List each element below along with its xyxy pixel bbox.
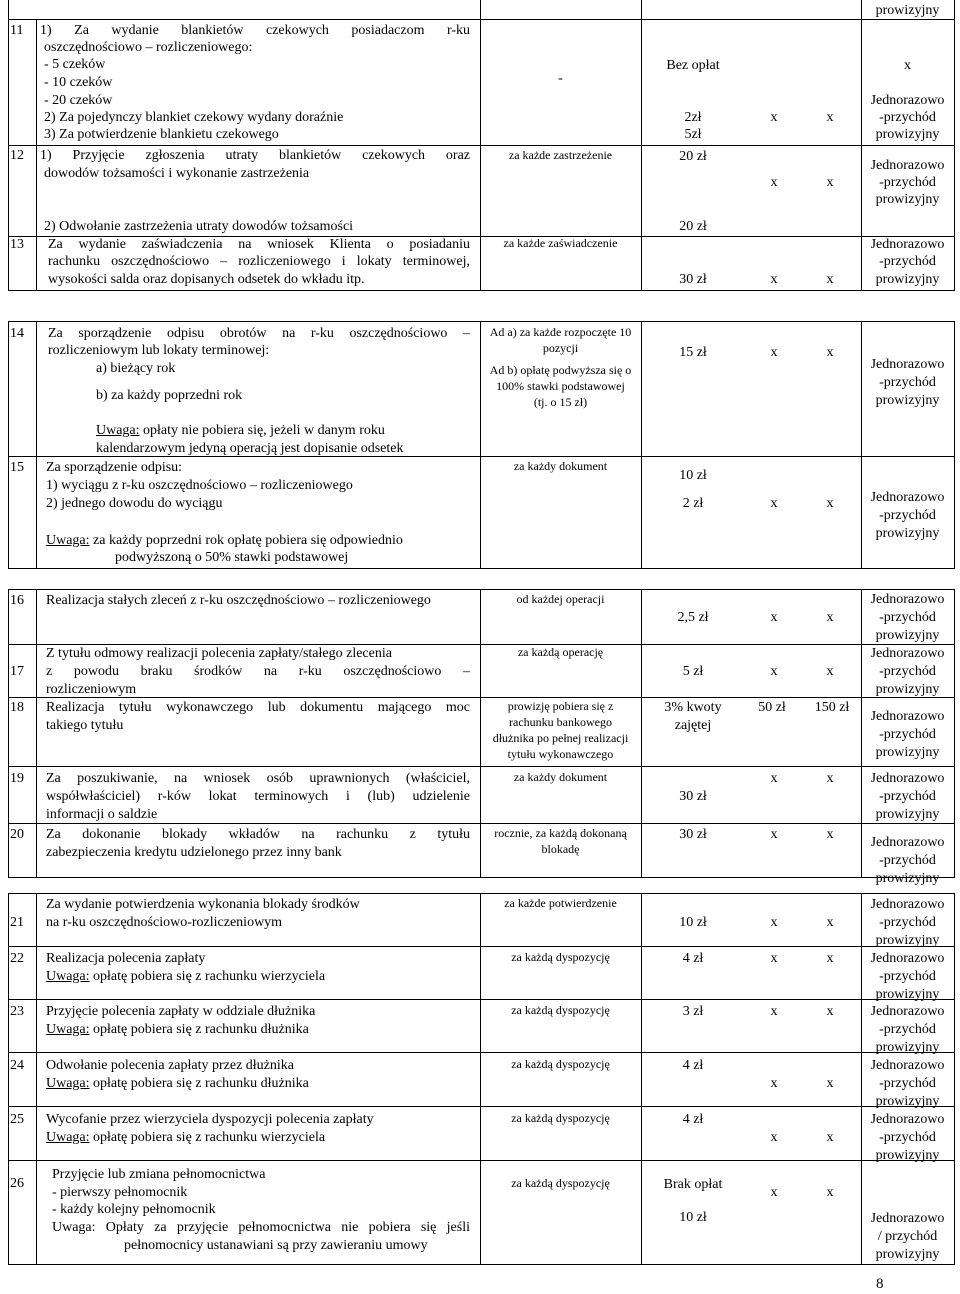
note-text: za każdy poprzedni rok opłatę pobiera się odpowiednio <box>89 533 403 548</box>
fee-basis: za każdą operację <box>517 645 604 659</box>
fee-description: 2) Za pojedynczy blankiet czekowy wydany doraźnie <box>44 110 344 125</box>
fee-basis: za każdą dyspozycję <box>511 1003 610 1017</box>
note-label: Uwaga: <box>46 533 90 548</box>
fee-amount: 2,5 zł <box>677 610 709 625</box>
fee-amount: 5zł <box>684 127 702 142</box>
fee-basis: za każde zastrzeżenie <box>508 148 613 162</box>
max-fee: x <box>826 496 834 511</box>
fee-basis: za każde potwierdzenie <box>504 896 617 910</box>
max-fee: x <box>826 345 834 360</box>
fee-basis: prowizję pobiera się z <box>507 699 614 713</box>
fee-amount: 3% kwoty <box>664 700 722 715</box>
booking-type: -przychód <box>879 664 936 679</box>
fee-description: informacji o saldzie <box>46 807 158 822</box>
booking-type: -przychód <box>879 969 936 984</box>
fee-amount: 30 zł <box>679 272 707 287</box>
note-text: opłatę pobiera się z rachunku dłużnika <box>89 1022 309 1037</box>
note-label: Uwaga: <box>46 969 90 984</box>
fee-amount: 10 zł <box>679 1210 707 1225</box>
note <box>46 968 325 985</box>
fee-basis: za każde zaświadczenie <box>503 236 618 250</box>
fee-amount: 10 zł <box>679 915 707 930</box>
booking-type: Jednorazowo <box>870 771 945 786</box>
booking-type: / przychód <box>877 1229 938 1244</box>
fee-amount: Brak opłat <box>663 1177 723 1192</box>
fee-description: 2) Odwołanie zastrzeżenia utraty dowodów tożsamości <box>44 219 354 234</box>
fee-amount: 2 zł <box>682 496 704 511</box>
fee-description: zabezpieczenia kredytu udzielonego przez inny bank <box>46 845 342 860</box>
fee-description: Za sporządzenie odpisu: <box>46 460 183 475</box>
booking-type: prowizyjny <box>875 1148 940 1163</box>
booking-type: prowizyjny <box>875 127 940 142</box>
fee-amount: 4 zł <box>682 1112 704 1127</box>
min-fee: x <box>770 827 778 842</box>
booking-type: -przychód <box>879 110 936 125</box>
fee-basis: za każdą dyspozycję <box>511 1176 610 1190</box>
max-fee: 150 zł <box>814 700 850 715</box>
booking-type: Jednorazowo <box>870 592 945 607</box>
fee-description: 1) wyciągu z r-ku oszczędnościowo – rozliczeniowego <box>46 478 353 493</box>
fee-amount: 30 zł <box>679 827 707 842</box>
fee-description: takiego tytułu <box>46 718 124 733</box>
fee-basis: za każdą dyspozycję <box>511 950 610 964</box>
min-fee: x <box>770 272 778 287</box>
fee-amount: 4 zł <box>682 1058 704 1073</box>
fee-description: Za wydanie potwierdzenia wykonania blokady środków <box>46 897 360 912</box>
note-text: opłatę pobiera się z rachunku wierzyciela <box>89 969 326 984</box>
fee-basis: 100% stawki podstawowej <box>496 379 625 393</box>
booking-type: Jednorazowo <box>870 1058 945 1073</box>
min-fee: x <box>770 771 778 786</box>
booking-type: prowizyjny <box>875 3 940 18</box>
row-number: 26 <box>10 1176 24 1191</box>
fee-basis: pozycji <box>542 341 579 355</box>
booking-type: prowizyjny <box>875 1040 940 1055</box>
fee-description: Za sporządzenie odpisu obrotów na r-ku oszczędnościowo – <box>48 326 470 341</box>
min-fee: 50 zł <box>758 700 786 715</box>
max-fee: x <box>826 1130 834 1145</box>
max-fee: x <box>826 951 834 966</box>
note-text: opłatę pobiera się z rachunku dłużnika <box>89 1076 309 1091</box>
fee-description: rozliczeniowym <box>46 682 137 697</box>
fee-amount: zajętej <box>674 718 712 733</box>
fee-description: a) bieżący rok <box>96 361 176 376</box>
fee-description: Realizacja stałych zleceń z r-ku oszczędnościowo – rozliczeniowego <box>46 593 431 608</box>
row-number: 18 <box>10 700 24 715</box>
fee-amount: 3 zł <box>682 1004 704 1019</box>
row-number: 22 <box>10 951 24 966</box>
note-label: Uwaga: <box>96 423 140 438</box>
fee-basis: od każdej operacji <box>516 592 605 606</box>
min-fee: x <box>770 496 778 511</box>
max-fee: x <box>826 771 834 786</box>
booking-type: Jednorazowo <box>870 897 945 912</box>
booking-type: -przychód <box>879 508 936 523</box>
booking-type: Jednorazowo <box>870 158 945 173</box>
max-fee: x <box>826 1004 834 1019</box>
min-fee: x <box>770 175 778 190</box>
fee-description: - 5 czeków <box>44 57 106 72</box>
booking-type: prowizyjny <box>875 628 940 643</box>
fee-description: Z tytułu odmowy realizacji polecenia zapłaty/stałego zlecenia <box>46 646 392 661</box>
booking-type: prowizyjny <box>875 682 940 697</box>
note-text: opłaty nie pobiera się, jeżeli w danym roku <box>139 423 385 438</box>
booking-type: prowizyjny <box>875 871 940 886</box>
max-fee: x <box>826 664 834 679</box>
fee-basis: rachunku bankowego <box>509 715 612 729</box>
row-number: 14 <box>10 326 24 341</box>
note: pełnomocnicy ustanawiani są przy zawieraniu umowy <box>124 1238 428 1253</box>
booking-type: prowizyjny <box>875 526 940 541</box>
booking-type: Jednorazowo <box>870 709 945 724</box>
fee-description: Realizacja tytułu wykonawczego lub dokumentu mającego moc <box>46 700 470 715</box>
note-label: Uwaga: <box>46 1130 90 1145</box>
fee-description: - każdy kolejny pełnomocnik <box>52 1202 216 1217</box>
fee-description: 2) jednego dowodu do wyciągu <box>46 496 223 511</box>
fee-amount: 10 zł <box>679 468 707 483</box>
fee-amount: 20 zł <box>679 219 707 234</box>
row-number: 20 <box>10 827 24 842</box>
fee-basis: Ad b) opłatę podwyższa się o <box>489 363 632 377</box>
fee-description: rozliczeniowym lub lokaty terminowej: <box>48 343 270 358</box>
row-number: 13 <box>10 237 24 252</box>
booking-type: -przychód <box>879 375 936 390</box>
booking-type: prowizyjny <box>875 272 940 287</box>
booking-type: prowizyjny <box>875 987 940 1002</box>
booking-type: Jednorazowo <box>870 237 945 252</box>
note-label: Uwaga: <box>46 1022 90 1037</box>
booking-type: Jednorazowo <box>870 357 945 372</box>
fee-basis: tytułu wykonawczego <box>507 747 614 761</box>
fee-basis: blokadę <box>541 842 580 856</box>
fee-description: wysokości salda oraz dopisanych odsetek do wkładu itp. <box>48 272 365 287</box>
booking-type: -przychód <box>879 610 936 625</box>
booking-type: Jednorazowo <box>870 1112 945 1127</box>
max-fee: x <box>826 827 834 842</box>
fee-description: Przyjęcie lub zmiana pełnomocnictwa <box>52 1167 266 1182</box>
max-fee: x <box>826 272 834 287</box>
fee-description: 1) Za wydanie blankietów czekowych posiadaczom r-ku <box>40 23 470 38</box>
min-fee: x <box>770 951 778 966</box>
booking-type: -przychód <box>879 175 936 190</box>
note <box>46 1021 309 1038</box>
booking-type: prowizyjny <box>875 1094 940 1109</box>
fee-amount: Bez opłat <box>666 58 720 73</box>
min-fee: x <box>770 915 778 930</box>
min-fee: x <box>770 1130 778 1145</box>
min-fee: x <box>770 1076 778 1091</box>
booking-type: prowizyjny <box>875 807 940 822</box>
row-number: 15 <box>10 460 24 475</box>
fee-description: Realizacja polecenia zapłaty <box>46 951 206 966</box>
fee-basis: za każdą dyspozycję <box>511 1057 610 1071</box>
row-number: 21 <box>10 915 24 930</box>
page-number: 8 <box>876 1276 884 1292</box>
note <box>46 1129 325 1146</box>
row-number: 24 <box>10 1058 24 1073</box>
fee-amount: 2zł <box>684 110 702 125</box>
fee-basis: za każdy dokument <box>513 770 608 784</box>
min-fee: x <box>770 664 778 679</box>
max-fee: x <box>826 1076 834 1091</box>
booking-type: Jednorazowo <box>870 1211 945 1226</box>
booking-type: Jednorazowo <box>870 835 945 850</box>
fee-basis: za każdy dokument <box>513 459 608 473</box>
row-number: 19 <box>10 771 24 786</box>
fee-description: Przyjęcie polecenia zapłaty w oddziale dłużnika <box>46 1004 316 1019</box>
booking-type: -przychód <box>879 1130 936 1145</box>
fee-description: - 10 czeków <box>44 75 113 90</box>
note-text: opłatę pobiera się z rachunku wierzyciela <box>89 1130 326 1145</box>
fee-description: 3) Za potwierdzenie blankietu czekowego <box>44 127 279 142</box>
booking-type: Jednorazowo <box>870 951 945 966</box>
booking-type: -przychód <box>879 1022 936 1037</box>
fee-basis: rocznie, za każdą dokonaną <box>494 826 627 840</box>
note <box>96 422 470 439</box>
booking-type: Jednorazowo <box>870 490 945 505</box>
fee-description: Wycofanie przez wierzyciela dyspozycji polecenia zapłaty <box>46 1112 374 1127</box>
fee-description: Odwołanie polecenia zapłaty przez dłużnika <box>46 1058 294 1073</box>
fee-description: - pierwszy pełnomocnik <box>52 1185 188 1200</box>
booking-type: -przychód <box>879 789 936 804</box>
fee-amount: 20 zł <box>679 149 707 164</box>
min-fee: x <box>770 610 778 625</box>
fee-description: współwłaściciel) r-ków lokat terminowych i (lub) udzielenie <box>46 789 470 804</box>
fee-description: b) za każdy poprzedni rok <box>96 388 243 403</box>
booking-type: -przychód <box>879 915 936 930</box>
max-fee: x <box>826 915 834 930</box>
fee-basis: za każdą dyspozycję <box>511 1111 610 1125</box>
max-fee: x <box>826 610 834 625</box>
fee-description: - 20 czeków <box>44 93 113 108</box>
booking-type: -przychód <box>879 853 936 868</box>
fee-description: na r-ku oszczędnościowo-rozliczeniowym <box>46 915 283 930</box>
min-fee: x <box>770 345 778 360</box>
row-number: 11 <box>10 23 24 38</box>
note: kalendarzowym jedyną operacją jest dopisanie odsetek <box>96 441 404 456</box>
fee-basis: Ad a) za każde rozpoczęte 10 <box>489 325 632 339</box>
note: Uwaga: Opłaty za przyjęcie pełnomocnictwa nie pobiera się jeśli <box>52 1220 470 1235</box>
row-number: 23 <box>10 1004 24 1019</box>
booking-type: -przychód <box>879 254 936 269</box>
fee-description: oszczędnościowo – rozliczeniowego: <box>44 40 253 55</box>
note-label: Uwaga: <box>46 1076 90 1091</box>
fee-description: Za wydanie zaświadczenia na wniosek Klienta o posiadaniu <box>48 237 470 252</box>
fee-description: rachunku oszczędnościowo – rozliczeniowego i lokaty terminowej, <box>48 254 470 269</box>
fee-amount: 15 zł <box>679 345 707 360</box>
fee-amount: 30 zł <box>679 789 707 804</box>
booking-type: Jednorazowo <box>870 646 945 661</box>
max-fee: x <box>826 175 834 190</box>
booking-type: x <box>904 58 911 73</box>
booking-type: prowizyjny <box>875 745 940 760</box>
fee-description: dowodów tożsamości i wykonanie zastrzeżenia <box>44 166 310 181</box>
fee-basis: - <box>558 71 563 86</box>
fee-amount: 5 zł <box>682 664 704 679</box>
fee-description: Za dokonanie blokady wkładów na rachunku z tytułu <box>46 827 470 842</box>
fee-description: 1) Przyjęcie zgłoszenia utraty blankietów czekowych oraz <box>40 148 470 163</box>
row-number: 17 <box>10 664 24 679</box>
booking-type: prowizyjny <box>875 393 940 408</box>
booking-type: prowizyjny <box>875 1247 940 1262</box>
booking-type: Jednorazowo <box>870 1004 945 1019</box>
booking-type: Jednorazowo <box>870 93 945 108</box>
row-number: 25 <box>10 1112 24 1127</box>
fee-basis: dłużnika po pełnej realizacji <box>492 731 629 745</box>
row-number: 12 <box>10 148 24 163</box>
booking-type: -przychód <box>879 727 936 742</box>
min-fee: x <box>770 110 778 125</box>
fee-description: z powodu braku środków na r-ku oszczędnościowo – <box>46 664 470 679</box>
note <box>46 532 470 549</box>
booking-type: prowizyjny <box>875 192 940 207</box>
booking-type: prowizyjny <box>875 933 940 948</box>
max-fee: x <box>826 1185 834 1200</box>
booking-type: -przychód <box>879 1076 936 1091</box>
row-number: 16 <box>10 593 24 608</box>
note: podwyższoną o 50% stawki podstawowej <box>115 550 349 565</box>
fee-amount: 4 zł <box>682 951 704 966</box>
fee-description: Za poszukiwanie, na wniosek osób uprawnionych (właściciel, <box>46 771 470 786</box>
note <box>46 1075 309 1092</box>
max-fee: x <box>826 110 834 125</box>
fee-basis: (tj. o 15 zł) <box>533 395 588 409</box>
min-fee: x <box>770 1185 778 1200</box>
min-fee: x <box>770 1004 778 1019</box>
